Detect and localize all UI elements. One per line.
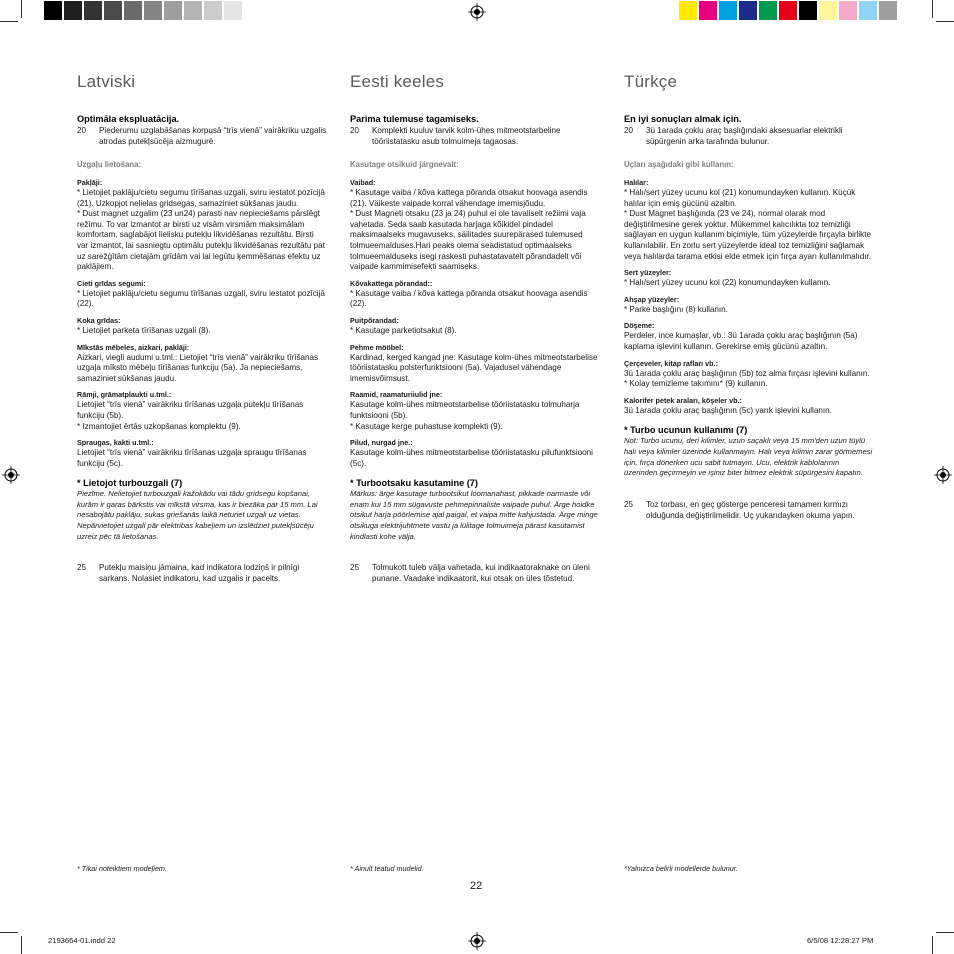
usage-subtitle: Kasutage otsikuid järgnevalt: [350, 160, 459, 169]
file-slug: 2193664-01.indd 22 [48, 936, 116, 945]
color-swatch [143, 0, 163, 21]
surface-type-instructions: * Kasutage parketiotsakut (8). [350, 325, 457, 335]
surface-type-heading: Ahşap yüzeyler: [624, 294, 680, 304]
surface-type-instructions: 3ü 1arada çoklu araç başlığının (5c) yarık işlevini kullanın. [624, 405, 832, 415]
crop-mark [932, 0, 933, 18]
surface-type-heading: Sert yüzeyler: [624, 268, 672, 278]
surface-type-heading: Koka grīdas: [77, 315, 121, 325]
color-swatch [838, 0, 858, 21]
color-swatch [778, 0, 798, 21]
surface-type-heading: Pakļāji: [77, 178, 103, 187]
color-swatch [183, 0, 203, 21]
surface-type-heading: Mīkstās mēbeles, aizkari, paklāji: [77, 342, 190, 352]
crop-mark [21, 0, 22, 18]
color-swatch [223, 0, 243, 21]
registration-mark-icon [934, 466, 952, 484]
surface-type-heading: Kalorifer petek araları, köşeler vb.: [624, 395, 742, 405]
footnote-turkce: *Yalnızca belirli modellerde bulunur. [624, 864, 738, 873]
surface-type-heading: Raamid, raamaturiiulid jne: [350, 390, 443, 400]
numbered-paragraph [77, 562, 327, 584]
surface-type-heading: Çerçeveler, kitap rafları vb.: [624, 358, 718, 368]
color-swatch [718, 0, 738, 21]
column-turkce [624, 72, 874, 530]
surface-type-heading: Döşeme: [624, 321, 655, 331]
surface-type-instructions: Aizkari, viegli audumi u.tml.: Lietojiet “trīs vienā” vairākriku tīrīšanas uzgaļa mīksto mēbeļu tīrīšanas funkciju (5a). Ja nepieciešams, samaziniet sūkšanas jaudu. [77, 352, 319, 383]
step-text: Tolmukott tuleb välja vahetada, kui indikaatoraknake on üleni punane. Vaadake indikaatorit, kui otsak on üles tõstetud. [372, 563, 590, 584]
color-swatch [858, 0, 878, 21]
column-latviski [77, 72, 327, 593]
color-swatch [243, 0, 263, 21]
color-swatch [798, 0, 818, 21]
surface-type-heading: Puitpõrandad: [350, 315, 399, 325]
turbo-brush-heading: * Turbo ucunun kullanımı (7) [624, 425, 748, 436]
step-text: Piederumu uzglabāšanas korpusā “trīs vienā” vairākriku uzgalis atrodas putekļsūcēja aizmugurē. [99, 126, 327, 146]
surface-type-heading: Spraugas, kakti u.tml.: [77, 438, 154, 448]
surface-type-instructions: * Kasutage vaiba / kõva kattega põranda otsakut hoovaga asendis (22). [350, 288, 588, 309]
surface-type-instructions: * Lietojiet paklāju/cietu segumu tīrīšanas uzgali, sviru iestatot pozīcijā (22). [77, 288, 325, 309]
step-text: Komplekti kuuluv tarvik kolm-ühes mitmeotstarbeline tööriistatasku asub tolmuimeja tagaosas. [372, 126, 561, 146]
surface-type-heading: Kõvakattega põrandad:: [350, 278, 433, 288]
section-title: Parima tulemuse tagamiseks. [350, 114, 479, 124]
color-swatch [698, 0, 718, 21]
column-eesti-keeles [350, 72, 600, 593]
language-heading: Latviski [77, 72, 136, 91]
crop-mark [21, 936, 22, 954]
surface-type-instructions: Kasutage kolm-ühes mitmeotstarbelise tööriistatasku pilufunktsiooni (5c). [350, 448, 593, 468]
surface-type-heading: Halılar: [624, 178, 649, 187]
crop-mark [0, 932, 18, 933]
turbo-brush-heading: * Lietojot turbouzgali (7) [77, 478, 183, 489]
crop-mark [0, 21, 18, 22]
step-number: 20 [350, 126, 360, 135]
color-calibration-bar [678, 0, 898, 21]
step-number: 20 [77, 126, 87, 135]
color-swatch [43, 0, 63, 21]
surface-type-instructions: Lietojiet “trīs vienā” vairākriku tīrīšanas uzgaļa spraugu tīrīšanas funkciju (5c). [77, 448, 307, 468]
color-swatch [103, 0, 123, 21]
color-swatch [83, 0, 103, 21]
surface-type-heading: Cieti grīdas segumi: [77, 278, 146, 288]
section-title: Optimāla ekspluatācija. [77, 114, 180, 124]
step-number: 25 [624, 499, 634, 509]
registration-mark-icon [468, 932, 486, 950]
numbered-paragraph [350, 562, 600, 584]
turbo-brush-heading: * Turbootsaku kasutamine (7) [350, 478, 478, 489]
registration-mark-icon [468, 3, 486, 21]
surface-type-heading: Pehme mööbel: [350, 342, 404, 352]
color-swatch [758, 0, 778, 21]
surface-type-heading: Rāmji, grāmatplaukti u.tml.: [77, 390, 172, 400]
color-swatch [63, 0, 83, 21]
color-swatch [678, 0, 698, 21]
surface-type-instructions: Lietojiet “trīs vienā” vairākriku tīrīšanas uzgaļa putekļu tīrīšanas funkciju (5b). * Izmantojiet ērtās uzkopšanas komplektu (9). [77, 400, 304, 431]
footnote-eesti: * Ainult teatud mudelid. [350, 864, 424, 873]
usage-subtitle: Uçları aşağıdaki gibi kullanın: [624, 160, 734, 169]
color-swatch [878, 0, 898, 21]
surface-type-instructions: * Parke başlığını (8) kullanın. [624, 304, 728, 314]
surface-type-instructions: 3ü 1arada çoklu araç başlığının (5b) toz alma fırçası işlevini kullanın. * Kolay temizleme takımını* (9) kullanın. [624, 368, 870, 389]
page-number: 22 [470, 880, 483, 892]
surface-type-heading: Vaibad: [350, 178, 376, 187]
color-swatch [818, 0, 838, 21]
footnote-latviski: * Tikai noteiktiem modeļiem. [77, 864, 167, 873]
section-title: En iyi sonuçları almak için. [624, 114, 742, 124]
surface-type-instructions: Kasutage kolm-ühes mitmeotstarbelise tööriistatasku tolmuharja funktsiooni (5b). * Kasutage kerge puhastuse komplekti (9). [350, 400, 580, 431]
surface-type-instructions: * Halı/sert yüzey ucunu kol (22) konumundayken kullanın. [624, 278, 831, 288]
language-heading: Eesti keeles [350, 72, 445, 91]
color-swatch [123, 0, 143, 21]
color-swatch [163, 0, 183, 21]
surface-type-instructions: * Lietojiet paklāju/cietu segumu tīrīšanas uzgali, sviru iestatot pozīcijā (21). Uzkopjot nelielas gridsegas, samaziniet sūkšanas jaudu. * Dust magnet uzgalim (23 un24) parasti nav nepieciešams pārslēgt režīmu. To var izmantot ar birsti uz visām virsmām maksimālam komfortam, saglabājot lielisku putekļu likvidēšanas rezultātu. Birsti var izmantot, lai sasniegtu optimālu putekļu likvidēšanas rezultātu pat uz sarežģītām cietajām grīdām vai lai iegūtu ķemmēšanas efektu uz paklājiem. [77, 188, 325, 272]
grayscale-calibration-bar [43, 0, 263, 21]
surface-type-instructions: * Halı/sert yüzey ucunu kol (21) konumundayken kullanın. Küçük halılar için emiş gücünü azaltın. * Dust Magnet başlığında (23 ve 24), normal olarak mod değiştirilmesine gerek yoktur. Mükemmel kalıcılıkta toz temizliği sağlayan en uygun kullanım biçimiyle, tüm yüzeylerde fırçayla birlikte kullanılabilir. En zorlu sert yüzeylerde ideal toz temizliğini sağlamak veya halılarda tarama etkisi elde etmek için fırça ayarı kullanılmalıdır. [624, 188, 871, 261]
step-number: 20 [624, 126, 634, 135]
surface-type-instructions: * Kasutage vaiba / kõva kattega põranda otsakut hoovaga asendis (21). Väikeste vaipade korral vähendage imemisjõudu. * Dust Magneti otsaku (23 ja 24) puhul ei ole tavaliselt režiimi vaja vahetada. Seda saab kasutada harjaga kõikidel pindadel maksimaalseks mugavuseks, säilitades suurepärased tulemused tolmueemalduses.Hari peaks olema seadistatud optimaalseks tolmueemalduseks isegi raskesti puhastatavatelt põrandadelt või vaipade kammimisefekti saamiseks. [350, 188, 588, 272]
numbered-paragraph [624, 499, 874, 521]
crop-mark [936, 21, 954, 22]
turbo-brush-note: Märkus: ärge kasutage turbootsikut loomanahast, pikkade narmaste või enam kui 15 mm sügavuste pehmepinnaliste vaipade puhul. Ärge hoidke otsikut harja pöörlemise ajal paigal, et vaipa mitte kahjustada. Ärge minge otsikuga elektrijuhtmete vastu ja lülitage tolmuimeja pärast kasutamist kindlasti kohe välja. [350, 489, 598, 541]
step-text: 3ü 1arada çoklu araç başlığındaki aksesuarlar elektrikli süpürgenin arka tarafında bulunur. [646, 126, 843, 146]
surface-type-instructions: Perdeler, ince kumaşlar, vb.: 3ü 1arada çoklu araç başlığının (5a) kaplama işlevini kullanın. Gerekirse emiş gücünü azaltın. [624, 331, 858, 351]
step-text: Toz torbası, en geç gösterge penceresi tamamen kırmızı olduğunda değiştirilmelidir. Uç yukarıdayken okuma yapın. [646, 499, 855, 520]
surface-type-heading: Pilud, nurgad jne.: [350, 438, 413, 448]
turbo-brush-note: Piezīme. Nelietojiet turbouzgali kažokādu vai tādu gridsegu kopšanai, kurām ir garas bārkstis vai mīkstā virsma, kas ir biezāka par 15 mm. Lai nesabojātu paklāju, sukas griešanās laikā neturiet uzgali uz vietas. Nepārvietojiet uzgali pār elektribas kabeļiem un izslēdziet putekļsūcēju uzreiz pēc tā lietošanas. [77, 489, 318, 541]
numbered-paragraph [350, 125, 600, 147]
crop-mark [936, 932, 954, 933]
language-heading: Türkçe [624, 72, 678, 91]
numbered-paragraph [77, 125, 327, 147]
color-swatch [738, 0, 758, 21]
numbered-paragraph [624, 125, 874, 147]
crop-mark [932, 936, 933, 954]
usage-subtitle: Uzgaļu lietošana: [77, 160, 142, 169]
registration-mark-icon [2, 466, 20, 484]
step-number: 25 [77, 563, 87, 573]
turbo-brush-note: Not: Turbo ucunu, deri kilimler, uzun saçaklı veya 15 mm'den uzun tüylü halı veya kilimler üzerinde kullanmayın. Halı veya kilimin zarar görmemesi için, fırça dönerken ucu sabit tutmayın. Ucu, elektrik kablolarının üzerinden geçirmeyin ve işiniz biter bitmez elektrik süpürgesini kapatın. [624, 436, 873, 478]
step-number: 25 [350, 563, 360, 573]
surface-type-instructions: Kardinad, kerged kangad jne: Kasutage kolm-ühes mitmeotstarbelise tööriistatasku polsterfunktsiooni (5a). Vajadusel vähendage imemisvõimsust. [350, 352, 598, 383]
color-swatch [203, 0, 223, 21]
step-text: Putekļu maisiņu jāmaina, kad indikatora lodziņš ir pilnīgi sarkans. Nolasiet indikatoru, kad uzgalis ir pacelts. [99, 563, 300, 584]
print-timestamp: 6/5/08 12:28:27 PM [807, 936, 874, 945]
surface-type-instructions: * Lietojiet parketa tīrīšanas uzgali (8). [77, 325, 211, 335]
